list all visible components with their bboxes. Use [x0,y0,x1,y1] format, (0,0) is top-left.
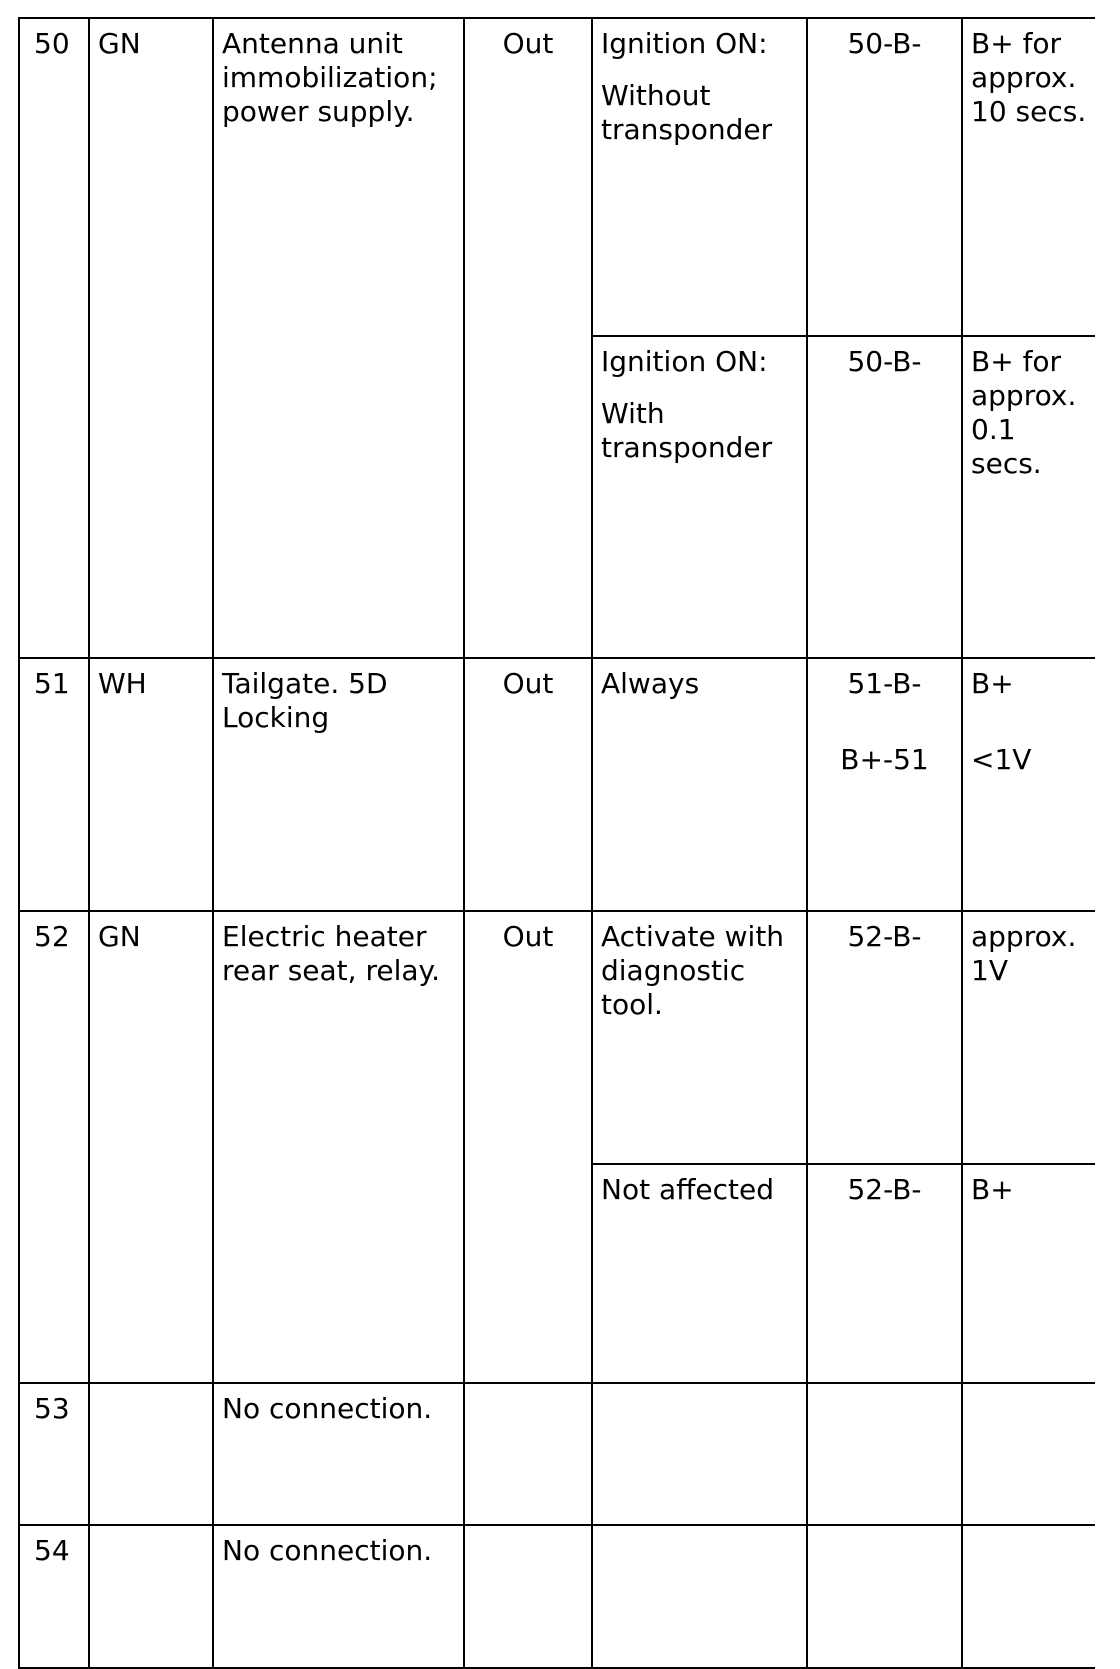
expected-value: approx. 1V [962,911,1095,1164]
pin-number: 51 [19,658,89,911]
wire-color [89,1525,213,1668]
table-row-pin-53 [19,1383,1095,1525]
pin-table [18,17,1095,1669]
measure-point [807,1383,962,1525]
expected-value [962,658,1095,911]
measure-point: 50-B- [807,18,962,336]
measure-point [807,658,962,911]
wire-color [89,1383,213,1525]
pin-direction: Out [464,911,592,1383]
pin-number: 53 [19,1383,89,1525]
pin-direction [464,1525,592,1668]
expected-value-2: <1V [971,743,1032,776]
test-condition [592,18,807,336]
pin-description: Antenna unit immobilization; power supply. [213,18,464,658]
pin-direction: Out [464,658,592,911]
expected-value [962,1383,1095,1525]
test-condition: Always [592,658,807,911]
condition-detail: With transponder [601,397,773,464]
pin-description: Electric heater rear seat, relay. [213,911,464,1383]
pin-number: 52 [19,911,89,1383]
pin-number: 54 [19,1525,89,1668]
pin-direction [464,1383,592,1525]
pin-description: No connection. [213,1525,464,1668]
measure-point: 52-B- [807,911,962,1164]
test-condition [592,336,807,658]
measure-point-2: B+-51 [840,743,929,776]
pin-direction: Out [464,18,592,658]
expected-value: B+ for approx. 0.1 secs. [962,336,1095,658]
test-condition [592,1525,807,1668]
table-row-pin-51 [19,658,1095,911]
table-row-pin-54 [19,1525,1095,1668]
measure-point: 52-B- [807,1164,962,1383]
expected-value-1: B+ [971,667,1014,700]
pin-description: Tailgate. 5D Locking [213,658,464,911]
table-row-pin-52 [19,911,1095,1164]
table-row-pin-50 [19,18,1095,336]
expected-value: B+ [962,1164,1095,1383]
pin-number: 50 [19,18,89,658]
measure-point-1: 51-B- [847,667,922,700]
condition-title: Ignition ON: [601,27,768,60]
test-condition: Not affected [592,1164,807,1383]
expected-value: B+ for approx. 10 secs. [962,18,1095,336]
wire-color: GN [89,18,213,658]
measure-point: 50-B- [807,336,962,658]
expected-value [962,1525,1095,1668]
measure-point [807,1525,962,1668]
condition-detail: Without transponder [601,79,773,146]
test-condition [592,1383,807,1525]
wire-color: WH [89,658,213,911]
test-condition: Activate with diagnostic tool. [592,911,807,1164]
condition-title: Ignition ON: [601,345,768,378]
pin-description: No connection. [213,1383,464,1525]
wire-color: GN [89,911,213,1383]
